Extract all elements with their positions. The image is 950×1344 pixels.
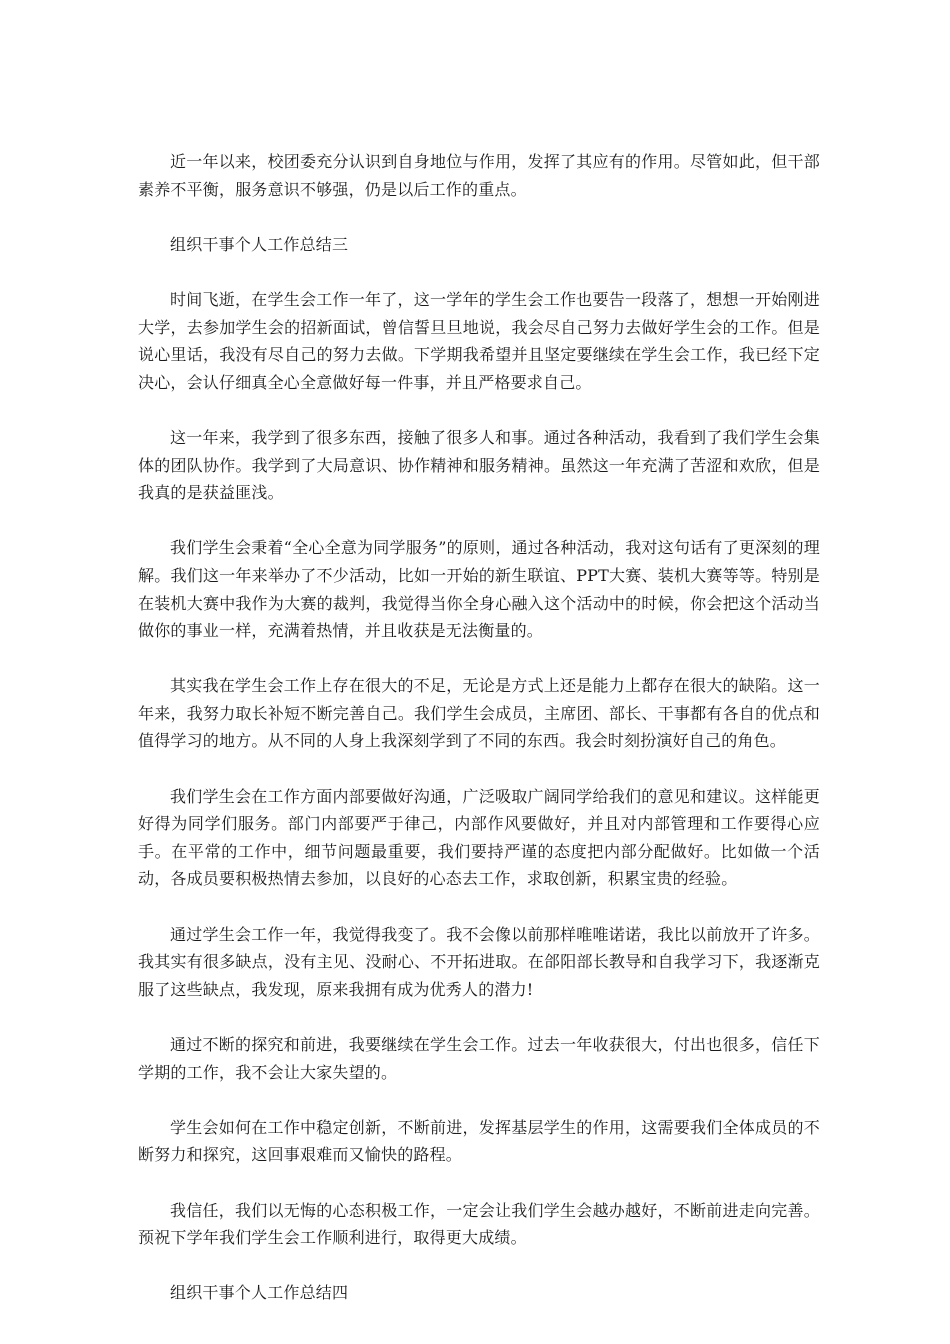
section-heading: 组织干事个人工作总结三 [170,234,349,254]
paragraph: 我信任，我们以无悔的心态积极工作，一定会让我们学生会越办越好，不断前进走向完善。预祝下学年我们学生会工作顺利进行，取得更大成绩。 [138,1200,820,1248]
paragraph: 我们学生会秉着“全心全意为同学服务”的原则，通过各种活动，我对这句话有了更深刻的理解。我们这一年来举办了不少活动，比如一开始的新生联谊、PPT大赛、装机大赛等等。特别是在装机大赛中我作为大赛的裁判，我觉得当你全身心融入这个活动中的时候，你会把这个活动当做你的事业一样，充满着热情，并且收获是无法衡量的。 [138,538,820,641]
paragraph: 通过学生会工作一年，我觉得我变了。我不会像以前那样唯唯诺诺，我比以前放开了许多。我其实有很多缺点，没有主见、没耐心、不开拓进取。在郃阳部长教导和自我学习下，我逐渐克服了这些缺点，我发现，原来我拥有成为优秀人的潜力! [138,924,820,999]
paragraph: 学生会如何在工作中稳定创新，不断前进，发挥基层学生的作用，这需要我们全体成员的不断努力和探究，这回事艰难而又愉快的路程。 [138,1117,820,1165]
paragraph: 这一年来，我学到了很多东西，接触了很多人和事。通过各种活动，我看到了我们学生会集体的团队协作。我学到了大局意识、协作精神和服务精神。虽然这一年充满了苦涩和欢欣，但是我真的是获益匪浅。 [138,427,820,503]
paragraph: 其实我在学生会工作上存在很大的不足，无论是方式上还是能力上都存在很大的缺陷。这一年来，我努力取长补短不断完善自己。我们学生会成员，主席团、部长、干事都有各自的优点和值得学习的地方。从不同的人身上我深刻学到了不同的东西。我会时刻扮演好自己的角色。 [138,676,820,751]
paragraph: 我们学生会在工作方面内部要做好沟通，广泛吸取广阔同学给我们的意见和建议。这样能更好得为同学们服务。部门内部要严于律己，内部作风要做好，并且对内部管理和工作要得心应手。在平常的工作中，细节问题最重要，我们要持严谨的态度把内部分配做好。比如做一个活动，各成员要积极热情去参加，以良好的心态去工作，求取创新，积累宝贵的经验。 [138,786,820,889]
paragraph: 时间飞逝，在学生会工作一年了，这一学年的学生会工作也要告一段落了，想想一开始刚进大学，去参加学生会的招新面试，曾信誓旦旦地说，我会尽自己努力去做好学生会的工作。但是说心里话，我没有尽自己的努力去做。下学期我希望并且坚定要继续在学生会工作，我已经下定决心，会认仔细真全心全意做好每一件事，并且严格要求自己。 [138,289,820,392]
section-heading: 组织干事个人工作总结四 [170,1283,349,1303]
paragraph: 近一年以来，校团委充分认识到自身地位与作用，发挥了其应有的作用。尽管如此，但干部素养不平衡，服务意识不够强，仍是以后工作的重点。 [138,152,820,199]
paragraph: 通过不断的探究和前进，我要继续在学生会工作。过去一年收获很大，付出也很多，信任下学期的工作，我不会让大家失望的。 [138,1035,820,1082]
document-body [138,148,820,1335]
